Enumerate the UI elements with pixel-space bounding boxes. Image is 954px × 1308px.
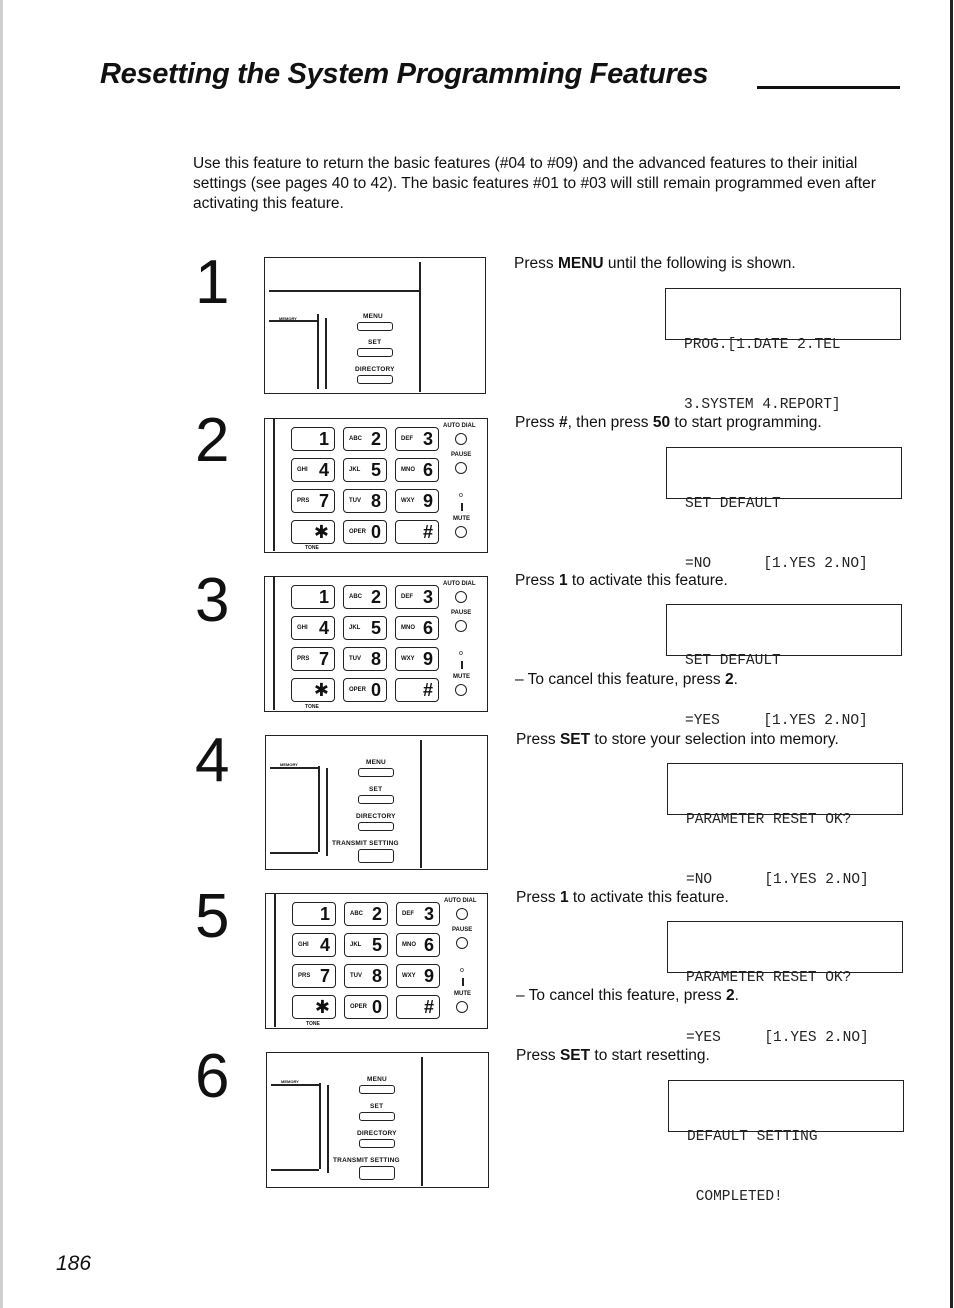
key-5[interactable]: JKL 5 — [344, 933, 388, 957]
keypad-illustration — [264, 576, 488, 712]
pause-label: PAUSE — [451, 452, 472, 458]
step-instruction: Press #, then press 50 to start programming. — [515, 414, 822, 431]
key-7[interactable]: PRS 7 — [291, 647, 335, 671]
key-2[interactable]: ABC 2 — [344, 902, 388, 926]
lcd-line: PARAMETER RESET OK? — [686, 812, 852, 828]
step-number: 4 — [195, 726, 230, 795]
pause-label: PAUSE — [452, 927, 473, 933]
set-label: SET — [368, 339, 382, 346]
key-9[interactable]: WXY 9 — [395, 647, 439, 671]
step-note: – To cancel this feature, press 2. — [516, 987, 739, 1004]
transmit-setting-button[interactable] — [359, 1166, 395, 1180]
menu-button[interactable] — [359, 1085, 395, 1094]
lcd-line: =YES [1.YES 2.NO] — [685, 713, 868, 729]
keypad-illustration — [265, 893, 488, 1029]
auto-dial-label: AUTO DIAL — [443, 423, 476, 429]
mute-indicator-bar — [462, 978, 464, 986]
key-1[interactable]: 1 — [291, 427, 335, 451]
key-star[interactable]: ✱ — [292, 995, 336, 1019]
lcd-display — [667, 921, 903, 1046]
menu-label: MENU — [363, 313, 383, 320]
keypad-illustration — [264, 418, 488, 553]
step-number: 5 — [195, 882, 230, 951]
step-instruction: Press SET to store your selection into memory. — [516, 731, 839, 748]
key-9[interactable]: WXY 9 — [396, 964, 440, 988]
lcd-display — [668, 1080, 904, 1205]
key-9[interactable]: WXY 9 — [395, 489, 439, 513]
set-label: SET — [370, 1103, 384, 1110]
auto-dial-button[interactable] — [455, 591, 467, 603]
menu-button[interactable] — [358, 768, 394, 777]
directory-label: DIRECTORY — [356, 813, 396, 820]
mute-label: MUTE — [453, 674, 470, 680]
auto-dial-label: AUTO DIAL — [444, 898, 477, 904]
control-panel-illustration — [266, 1052, 489, 1188]
key-hash[interactable]: # — [395, 520, 439, 544]
memory-label: MEMORY — [281, 1079, 299, 1084]
key-4[interactable]: GHI 4 — [291, 458, 335, 482]
lcd-line: COMPLETED! — [687, 1189, 783, 1205]
lcd-display — [667, 763, 903, 888]
pause-button[interactable] — [455, 462, 467, 474]
key-8[interactable]: TUV 8 — [344, 964, 388, 988]
lcd-display — [665, 288, 901, 413]
directory-label: DIRECTORY — [355, 366, 395, 373]
set-button[interactable] — [359, 1112, 395, 1121]
key-3[interactable]: DEF 3 — [396, 902, 440, 926]
set-button[interactable] — [357, 348, 393, 357]
key-8[interactable]: TUV 8 — [343, 647, 387, 671]
transmit-setting-label: TRANSMIT SETTING — [333, 1157, 400, 1164]
left-edge-rule — [0, 0, 3, 1308]
key-3[interactable]: DEF 3 — [395, 427, 439, 451]
step-instruction: Press 1 to activate this feature. — [515, 572, 728, 589]
pause-button[interactable] — [455, 620, 467, 632]
control-panel-illustration — [264, 257, 486, 394]
pause-label: PAUSE — [451, 610, 472, 616]
page-title: Resetting the System Programming Features — [100, 58, 709, 90]
step-number: 2 — [195, 406, 230, 475]
lcd-line: =NO [1.YES 2.NO] — [685, 556, 868, 572]
key-star[interactable]: ✱ — [291, 678, 335, 702]
lcd-line: 3.SYSTEM 4.REPORT] — [684, 397, 841, 413]
page-number: 186 — [56, 1252, 92, 1275]
step-note: – To cancel this feature, press 2. — [515, 671, 738, 688]
memory-label: MEMORY — [279, 316, 297, 321]
tone-label: TONE — [306, 1021, 320, 1027]
directory-label: DIRECTORY — [357, 1130, 397, 1137]
key-6[interactable]: MNO 6 — [396, 933, 440, 957]
key-2[interactable]: ABC 2 — [343, 427, 387, 451]
key-0[interactable]: OPER 0 — [343, 520, 387, 544]
intro-paragraph: Use this feature to return the basic features (#04 to #09) and the advanced features to their initial settings (see pages 40 to 42). The basic features #01 to #03 will still remain programmed even after activating this feature. — [193, 155, 876, 212]
key-5[interactable]: JKL 5 — [343, 616, 387, 640]
key-1[interactable]: 1 — [292, 902, 336, 926]
mute-indicator-bar — [461, 503, 463, 511]
lcd-line: PROG.[1.DATE 2.TEL — [684, 337, 841, 353]
mute-indicator-bar — [461, 661, 463, 669]
key-0[interactable]: OPER 0 — [344, 995, 388, 1019]
step-number: 6 — [195, 1042, 230, 1111]
step-instruction: Press MENU until the following is shown. — [514, 255, 796, 272]
lcd-line: SET DEFAULT — [685, 653, 781, 669]
right-edge-rule — [950, 0, 953, 1308]
mute-button[interactable] — [455, 526, 467, 538]
lcd-line: PARAMETER RESET OK? — [686, 970, 852, 986]
directory-button[interactable] — [359, 1139, 395, 1148]
step-instruction: Press 1 to activate this feature. — [516, 889, 729, 906]
mute-indicator: o — [460, 967, 464, 974]
set-label: SET — [369, 786, 383, 793]
menu-label: MENU — [366, 759, 386, 766]
menu-button[interactable] — [357, 322, 393, 331]
memory-label: MEMORY — [280, 762, 298, 767]
tone-label: TONE — [305, 704, 319, 710]
pause-button[interactable] — [456, 937, 468, 949]
mute-button[interactable] — [456, 1001, 468, 1013]
key-5[interactable]: JKL 5 — [343, 458, 387, 482]
menu-label: MENU — [367, 1076, 387, 1083]
key-4[interactable]: GHI 4 — [292, 933, 336, 957]
lcd-line: SET DEFAULT — [685, 496, 781, 512]
title-rule — [757, 86, 900, 89]
mute-indicator: o — [459, 650, 463, 657]
key-hash[interactable]: # — [395, 678, 439, 702]
key-1[interactable]: 1 — [291, 585, 335, 609]
key-star[interactable]: ✱ — [291, 520, 335, 544]
control-panel-illustration — [265, 735, 488, 870]
mute-label: MUTE — [453, 516, 470, 522]
transmit-setting-button[interactable] — [358, 849, 394, 863]
auto-dial-label: AUTO DIAL — [443, 581, 476, 587]
step-number: 3 — [195, 566, 230, 635]
step-number: 1 — [195, 248, 230, 317]
lcd-line: =YES [1.YES 2.NO] — [686, 1030, 869, 1046]
mute-button[interactable] — [455, 684, 467, 696]
key-4[interactable]: GHI 4 — [291, 616, 335, 640]
step-instruction: Press SET to start resetting. — [516, 1047, 710, 1064]
key-7[interactable]: PRS 7 — [292, 964, 336, 988]
directory-button[interactable] — [357, 375, 393, 384]
directory-button[interactable] — [358, 822, 394, 831]
set-button[interactable] — [358, 795, 394, 804]
mute-indicator: o — [459, 492, 463, 499]
lcd-line: =NO [1.YES 2.NO] — [686, 872, 869, 888]
auto-dial-button[interactable] — [456, 908, 468, 920]
key-2[interactable]: ABC 2 — [343, 585, 387, 609]
auto-dial-button[interactable] — [455, 433, 467, 445]
lcd-display — [666, 447, 902, 572]
key-7[interactable]: PRS 7 — [291, 489, 335, 513]
lcd-display — [666, 604, 902, 729]
mute-label: MUTE — [454, 991, 471, 997]
key-0[interactable]: OPER 0 — [343, 678, 387, 702]
tone-label: TONE — [305, 545, 319, 551]
key-hash[interactable]: # — [396, 995, 440, 1019]
key-6[interactable]: MNO 6 — [395, 616, 439, 640]
lcd-line: DEFAULT SETTING — [687, 1129, 818, 1145]
key-8[interactable]: TUV 8 — [343, 489, 387, 513]
key-6[interactable]: MNO 6 — [395, 458, 439, 482]
transmit-setting-label: TRANSMIT SETTING — [332, 840, 399, 847]
key-3[interactable]: DEF 3 — [395, 585, 439, 609]
